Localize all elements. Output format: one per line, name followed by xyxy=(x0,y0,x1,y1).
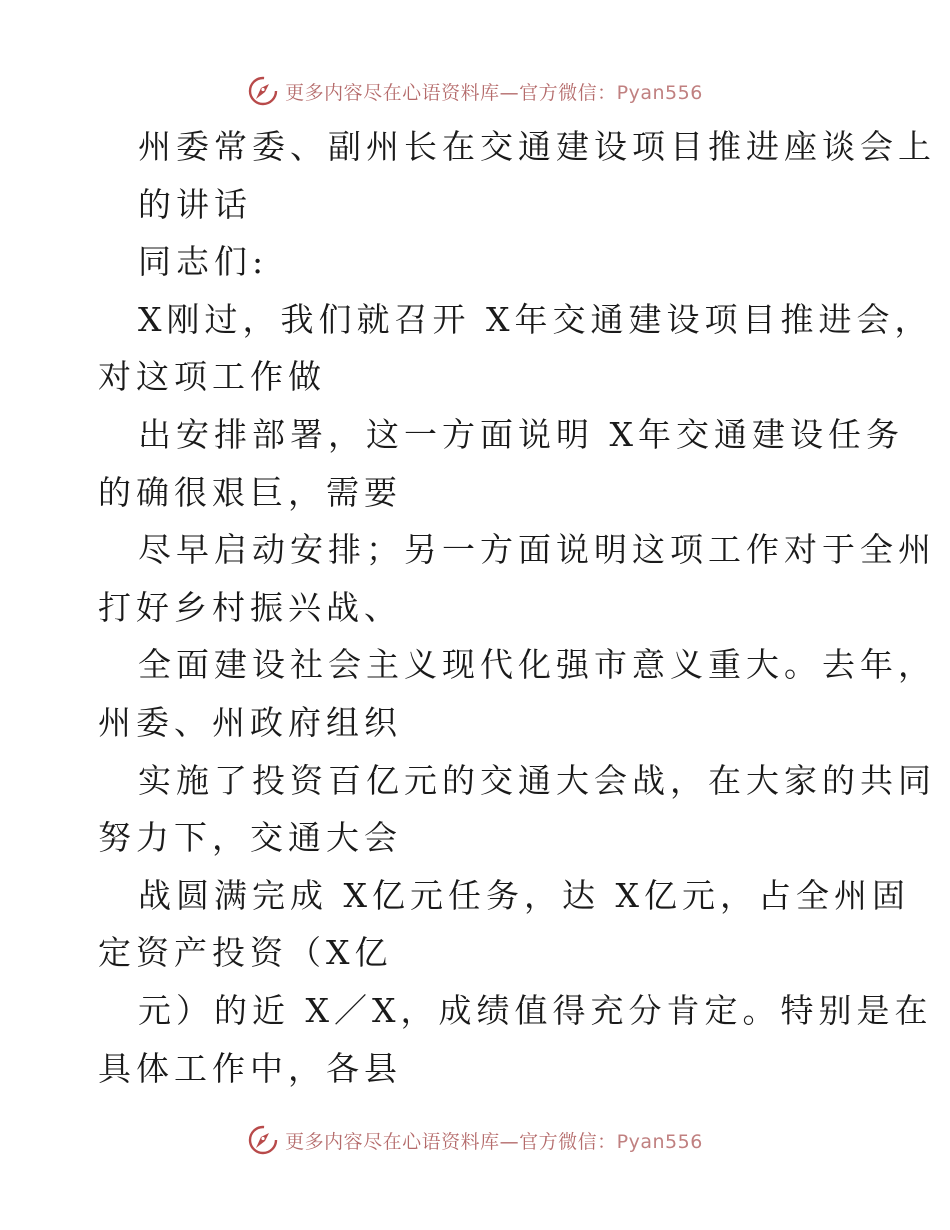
pen-nib-circle-icon xyxy=(247,75,279,107)
body-line: 打好乡村振兴战、 xyxy=(98,587,402,627)
body-line: X刚过，我们就召开 X年交通建设项目推进会， xyxy=(138,299,933,339)
watermark-banner-top xyxy=(0,71,950,111)
title-line-1: 州委常委、副州长在交通建设项目推进座谈会上 xyxy=(138,127,936,166)
body-line: 实施了投资百亿元的交通大会战，在大家的共同 xyxy=(138,760,936,800)
body-line: 具体工作中，各县 xyxy=(98,1048,402,1088)
watermark-banner-bottom xyxy=(0,1120,950,1160)
body-line: 出安排部署，这一方面说明 X年交通建设任务 xyxy=(138,414,904,454)
pen-nib-circle-icon xyxy=(247,1124,279,1156)
body-line: 定资产投资（X亿 xyxy=(98,933,393,973)
body-line: 战圆满完成 X亿元任务，达 X亿元，占全州固 xyxy=(138,875,910,915)
body-line: 的确很艰巨，需要 xyxy=(98,472,402,512)
document-body xyxy=(0,118,950,1097)
watermark-text: 更多内容尽在心语资料库—官方微信：Pyan556 xyxy=(285,81,703,104)
body-line: 对这项工作做 xyxy=(98,357,326,397)
body-line: 元）的近 X／X，成绩值得充分肯定。特别是在 xyxy=(138,990,933,1030)
wechat-id: Pyan556 xyxy=(616,1130,703,1153)
body-line: 州委、州政府组织 xyxy=(98,702,402,742)
salutation: 同志们: xyxy=(138,242,269,282)
watermark-text: 更多内容尽在心语资料库—官方微信：Pyan556 xyxy=(285,1130,703,1153)
wechat-id: Pyan556 xyxy=(616,81,703,104)
title-line-2: 的讲话 xyxy=(138,184,252,224)
body-line: 努力下，交通大会 xyxy=(98,818,402,858)
body-line: 尽早启动安排；另一方面说明这项工作对于全州 xyxy=(138,530,936,570)
body-line: 全面建设社会主义现代化强市意义重大。去年， xyxy=(138,645,936,685)
